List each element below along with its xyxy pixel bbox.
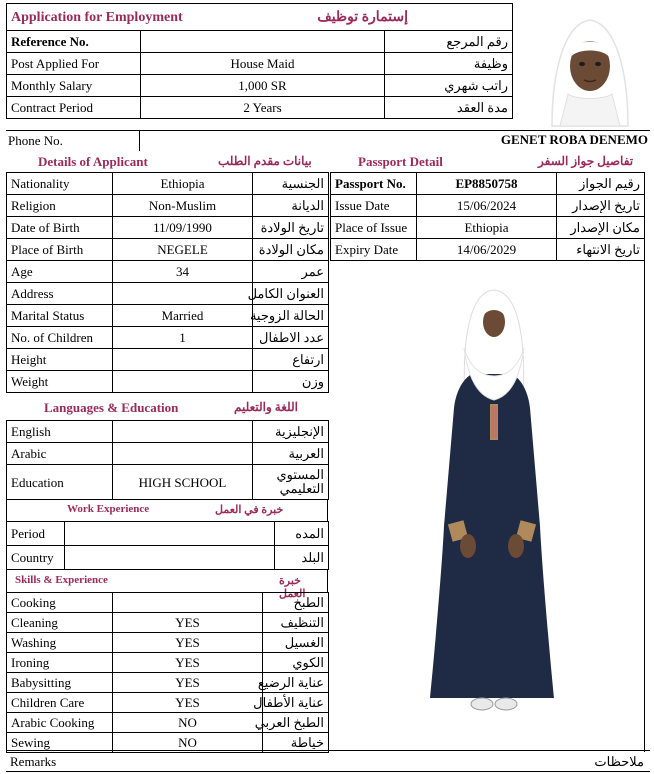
phone-label-cell (6, 131, 140, 151)
passport-title-ar: تفاصيل جواز السفر (538, 154, 634, 168)
education-label-ar-line2: التعليمي (279, 481, 324, 496)
full-body-image (420, 278, 560, 748)
languages-title-en: Languages & Education (44, 400, 179, 415)
salary-value: 1,000 SR (141, 75, 385, 97)
passport-row-place-of-issue (331, 217, 645, 239)
education-value: HIGH SCHOOL (113, 465, 253, 500)
applicant-full-body-photo (420, 278, 560, 748)
header-table (6, 3, 513, 119)
salary-label-ar: راتب شهري (385, 75, 513, 97)
period-value (65, 522, 275, 546)
education-label: Education (7, 465, 113, 500)
skill-row-children-care (7, 693, 329, 713)
babysitting-label: Babysitting (7, 673, 113, 693)
arabic-cooking-label-ar: الطبخ العربي (263, 713, 329, 733)
applicant-row-dob (7, 217, 329, 239)
work-row-period (7, 522, 329, 546)
marital-label-ar: الحالة الزوجية (253, 305, 329, 327)
form-title-ar-cell (317, 4, 513, 31)
work-section (6, 521, 328, 570)
applicant-row-children (7, 327, 329, 349)
applicant-row-pob (7, 239, 329, 261)
children-label: No. of Children (7, 327, 113, 349)
skills-title-ar: خبرة العمل (279, 575, 306, 600)
children-label-ar: عدد الاطفال (253, 327, 329, 349)
children-value: 1 (113, 327, 253, 349)
skills-section (6, 592, 328, 753)
sewing-label-ar: خياطة (263, 733, 329, 753)
passport-section (330, 172, 644, 261)
applicant-title-row (6, 151, 328, 173)
passport-row-expiry-date (331, 239, 645, 261)
age-value: 34 (113, 261, 253, 283)
post-label-ar: وظيفة (385, 53, 513, 75)
remarks-row (6, 750, 650, 772)
languages-section (6, 420, 328, 500)
phone-row (6, 130, 650, 150)
children-care-value: YES (113, 693, 263, 713)
dob-label: Date of Birth (7, 217, 113, 239)
cooking-label: Cooking (7, 593, 113, 613)
skill-row-ironing (7, 653, 329, 673)
religion-value: Non-Muslim (113, 195, 253, 217)
issue-date-value: 15/06/2024 (417, 195, 557, 217)
religion-label: Religion (7, 195, 113, 217)
arabic-value (113, 443, 253, 465)
contract-value: 2 Years (141, 97, 385, 119)
arabic-cooking-label: Arabic Cooking (7, 713, 113, 733)
pob-label: Place of Birth (7, 239, 113, 261)
address-value (113, 283, 253, 305)
ironing-label: Ironing (7, 653, 113, 673)
english-label-ar: الإنجليزية (253, 421, 329, 443)
children-care-label-ar: عناية الأطفال (263, 693, 329, 713)
passport-table (330, 172, 645, 261)
washing-value: YES (113, 633, 263, 653)
expiry-date-label-ar: تاريخ الانتهاء (557, 239, 645, 261)
contract-label-ar: مدة العقد (385, 97, 513, 119)
passport-title-en: Passport Detail (358, 154, 443, 169)
nationality-label-ar: الجنسية (253, 173, 329, 195)
height-label-ar: ارتفاع (253, 349, 329, 371)
applicant-table (6, 172, 329, 393)
remarks-label: Remarks (10, 754, 57, 769)
period-label-ar: المده (275, 522, 329, 546)
passport-row-number (331, 173, 645, 195)
work-title-ar: خبرة في العمل (215, 504, 284, 516)
form-title-en: Application for Employment (11, 10, 183, 25)
english-value (113, 421, 253, 443)
education-label-ar (253, 465, 329, 500)
pob-value: NEGELE (113, 239, 253, 261)
ironing-label-ar: الكوي (263, 653, 329, 673)
height-label: Height (7, 349, 113, 371)
languages-title-row (6, 396, 328, 420)
skill-row-washing (7, 633, 329, 653)
header-block (6, 3, 512, 128)
place-of-issue-label: Place of Issue (331, 217, 417, 239)
washing-label: Washing (7, 633, 113, 653)
arabic-label: Arabic (7, 443, 113, 465)
nationality-label: Nationality (7, 173, 113, 195)
babysitting-label-ar: عناية الرضيع (263, 673, 329, 693)
marital-label: Marital Status (7, 305, 113, 327)
weight-label: Weight (7, 371, 113, 393)
work-table (6, 521, 329, 570)
country-label-ar: البلد (275, 546, 329, 570)
babysitting-value: YES (113, 673, 263, 693)
applicant-row-nationality (7, 173, 329, 195)
photo-area-border (644, 172, 645, 752)
work-title-row (6, 499, 328, 521)
issue-date-label: Issue Date (331, 195, 417, 217)
pob-label-ar: مكان الولادة (253, 239, 329, 261)
children-care-label: Children Care (7, 693, 113, 713)
reference-label: Reference No. (7, 31, 141, 53)
passport-no-label-ar: رقيم الجواز (557, 173, 645, 195)
post-label: Post Applied For (7, 53, 141, 75)
ironing-value: YES (113, 653, 263, 673)
sewing-value: NO (113, 733, 263, 753)
passport-no-value: EP8850758 (417, 173, 557, 195)
issue-date-label-ar: تاريخ الإصدار (557, 195, 645, 217)
age-label: Age (7, 261, 113, 283)
applicant-row-address (7, 283, 329, 305)
religion-label-ar: الديانة (253, 195, 329, 217)
header-row-salary (7, 75, 513, 97)
contract-label: Contract Period (7, 97, 141, 119)
skill-row-babysitting (7, 673, 329, 693)
cleaning-label-ar: التنظيف (263, 613, 329, 633)
skill-row-cooking (7, 593, 329, 613)
salary-label: Monthly Salary (7, 75, 141, 97)
education-label-ar-line1: المستوي (276, 467, 324, 482)
expiry-date-label: Expiry Date (331, 239, 417, 261)
weight-label-ar: وزن (253, 371, 329, 393)
skill-row-arabic-cooking (7, 713, 329, 733)
washing-label-ar: الغسيل (263, 633, 329, 653)
cleaning-label: Cleaning (7, 613, 113, 633)
place-of-issue-value: Ethiopia (417, 217, 557, 239)
reference-value (141, 31, 385, 53)
dob-value: 11/09/1990 (113, 217, 253, 239)
height-value (113, 349, 253, 371)
applicant-row-religion (7, 195, 329, 217)
work-row-country (7, 546, 329, 570)
passport-row-issue-date (331, 195, 645, 217)
headshot-image (530, 2, 650, 126)
expiry-date-value: 14/06/2029 (417, 239, 557, 261)
reference-label-ar: رقم المرجع (385, 31, 513, 53)
address-label: Address (7, 283, 113, 305)
skills-title-en: Skills & Experience (15, 574, 108, 586)
applicant-name: GENET ROBA DENEMO (500, 132, 648, 147)
phone-label: Phone No. (8, 133, 63, 148)
arabic-label-ar: العربية (253, 443, 329, 465)
language-row-education (7, 465, 329, 500)
dob-label-ar: تاريخ الولادة (253, 217, 329, 239)
applicant-row-weight (7, 371, 329, 393)
arabic-cooking-value: NO (113, 713, 263, 733)
applicant-row-age (7, 261, 329, 283)
weight-value (113, 371, 253, 393)
sewing-label: Sewing (7, 733, 113, 753)
languages-title-ar: اللغة والتعليم (234, 400, 298, 414)
post-value: House Maid (141, 53, 385, 75)
header-row-post (7, 53, 513, 75)
languages-table (6, 420, 329, 500)
passport-no-label: Passport No. (331, 173, 417, 195)
place-of-issue-label-ar: مكان الإصدار (557, 217, 645, 239)
form-title-ar: إستمارة توظيف (317, 10, 409, 25)
skill-row-cleaning (7, 613, 329, 633)
cooking-value (113, 593, 263, 613)
remarks-label-ar: ملاحظات (594, 754, 644, 769)
language-row-english (7, 421, 329, 443)
header-row-contract (7, 97, 513, 119)
cleaning-value: YES (113, 613, 263, 633)
applicant-title-ar: بيانات مقدم الطلب (218, 154, 312, 168)
country-label: Country (7, 546, 65, 570)
address-label-ar: العنوان الكامل (253, 283, 329, 305)
applicant-row-height (7, 349, 329, 371)
country-value (65, 546, 275, 570)
cooking-label-ar: الطبخ (263, 593, 329, 613)
work-title-en: Work Experience (67, 503, 150, 515)
header-row-reference (7, 31, 513, 53)
applicant-section (6, 172, 328, 393)
passport-title-row (330, 151, 634, 173)
skills-title-row (6, 570, 328, 600)
applicant-headshot-photo (530, 2, 650, 126)
age-label-ar: عمر (253, 261, 329, 283)
marital-value: Married (113, 305, 253, 327)
language-row-arabic (7, 443, 329, 465)
nationality-value: Ethiopia (113, 173, 253, 195)
skills-table (6, 592, 329, 753)
applicant-title-en: Details of Applicant (38, 154, 148, 169)
english-label: English (7, 421, 113, 443)
applicant-row-marital (7, 305, 329, 327)
period-label: Period (7, 522, 65, 546)
